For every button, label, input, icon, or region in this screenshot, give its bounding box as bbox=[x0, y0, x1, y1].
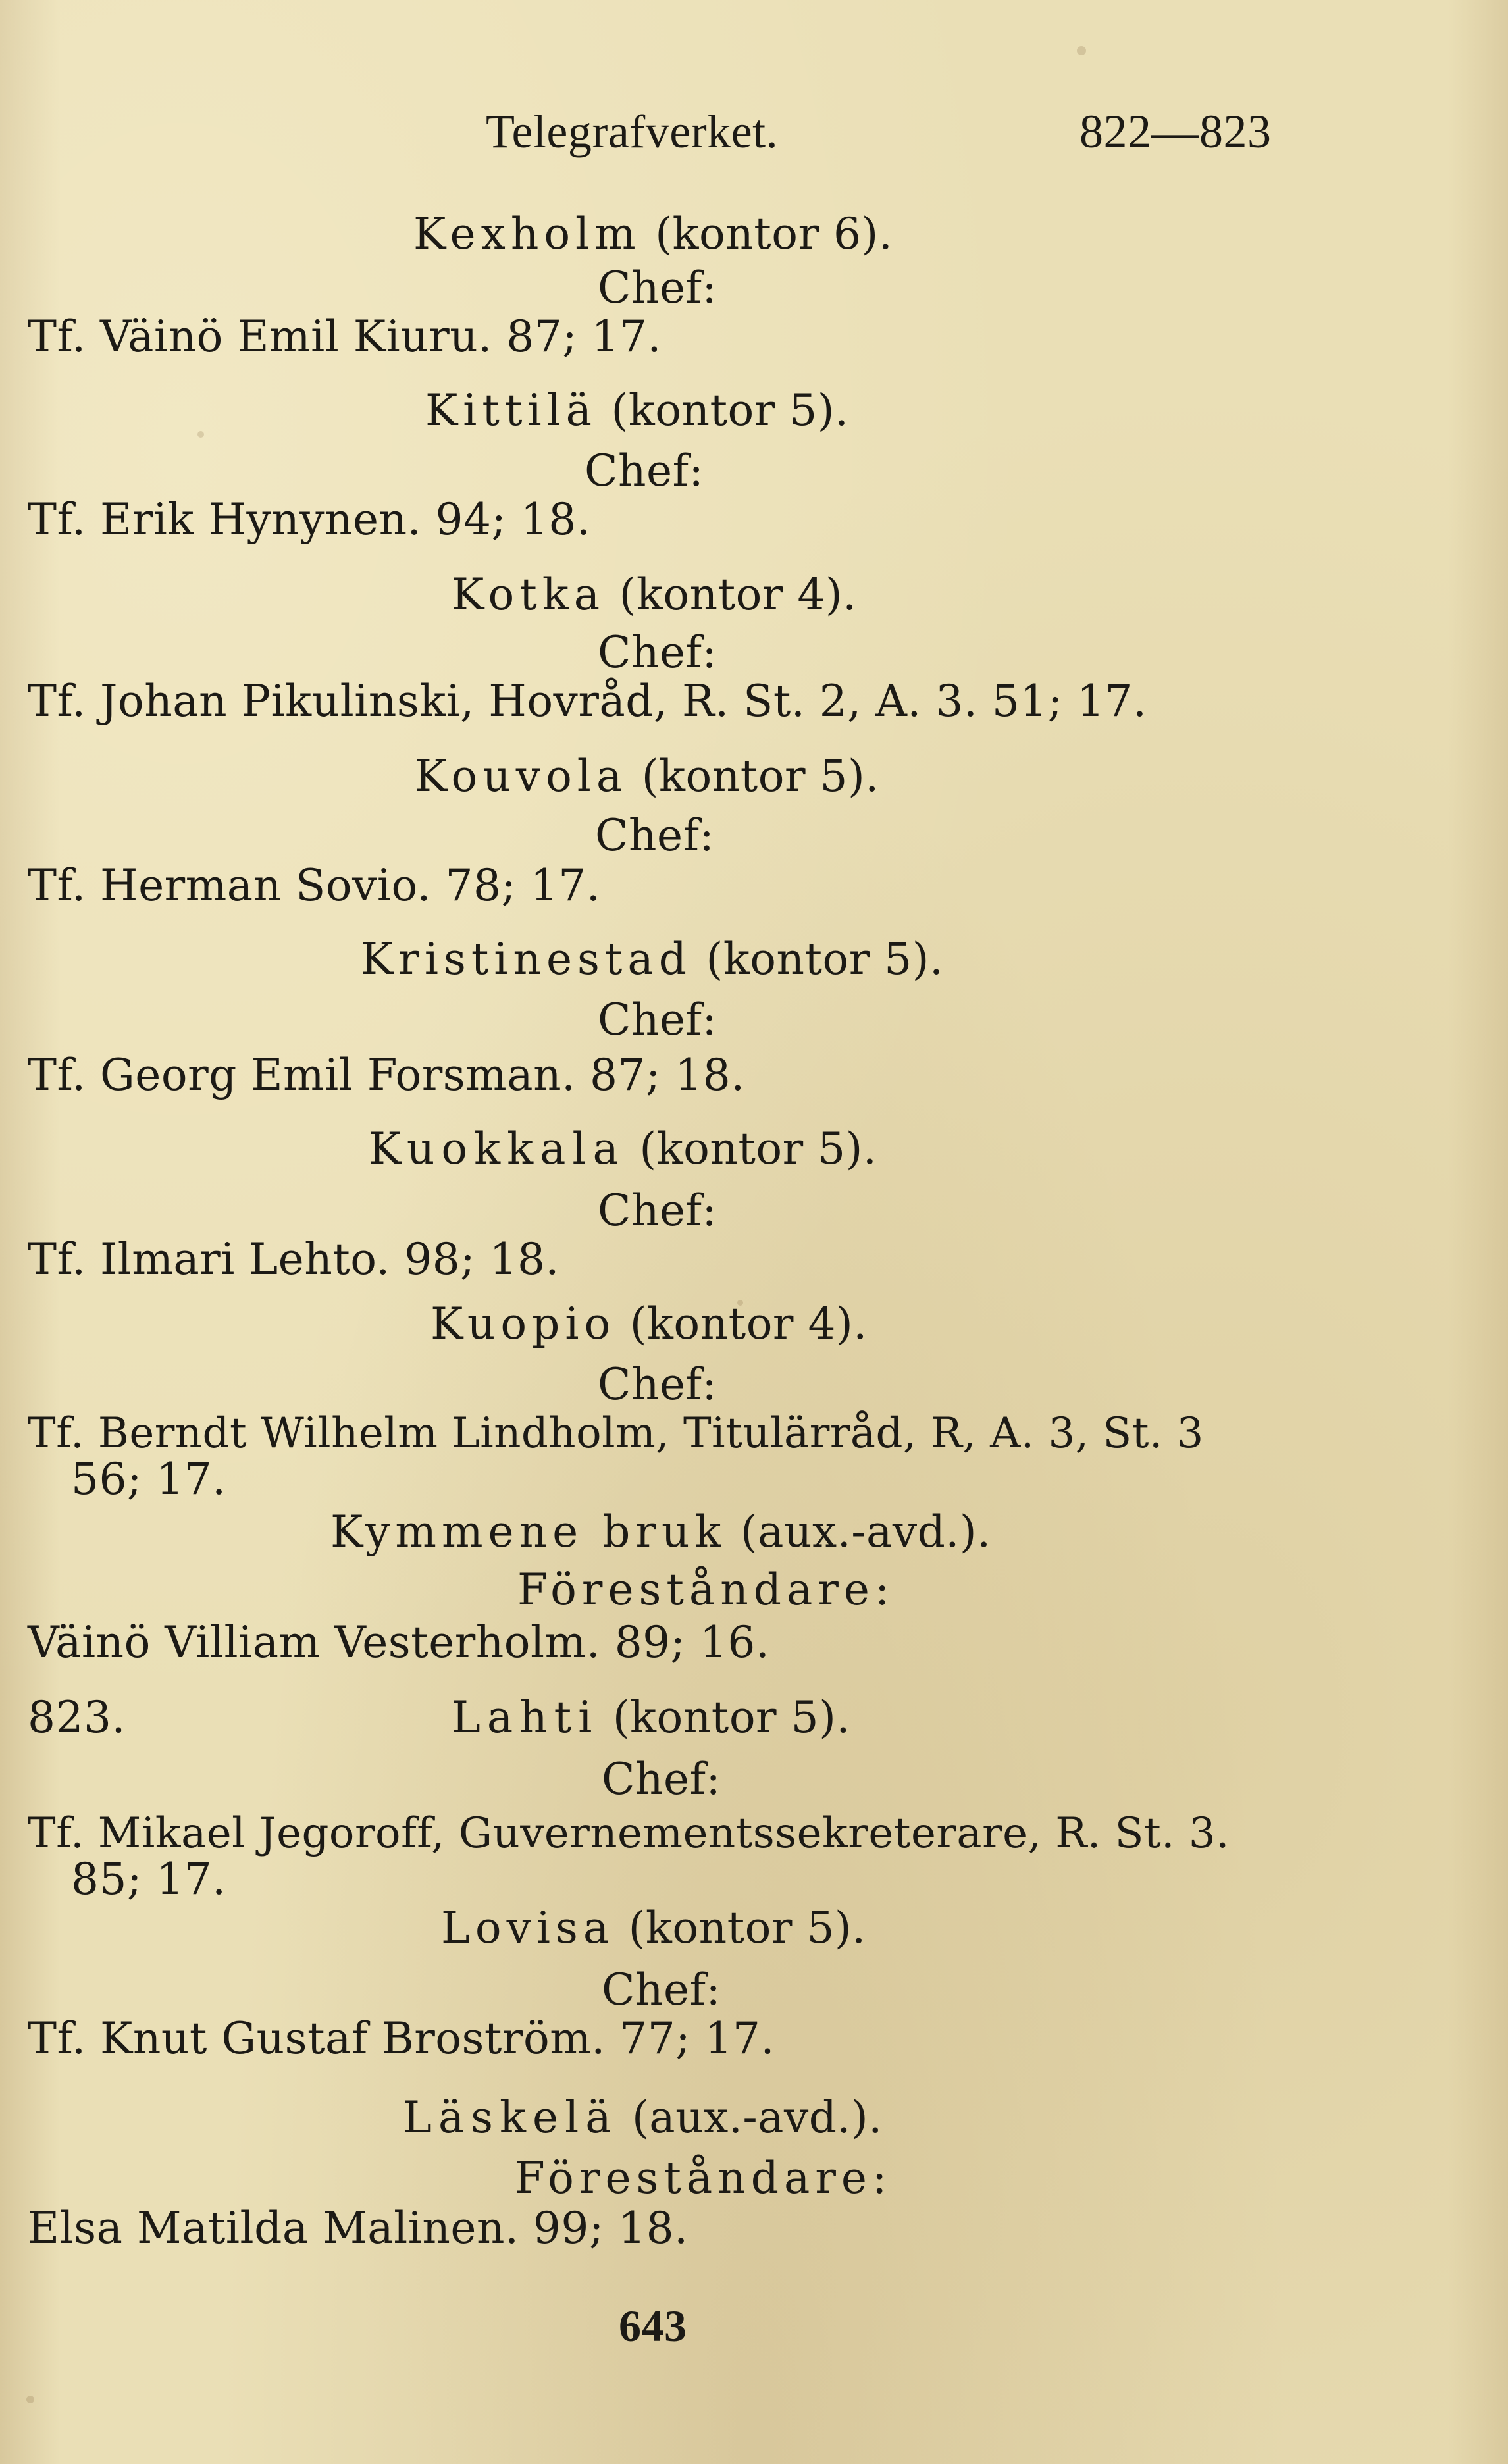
entry-kotka-office: Kotka (kontor 4). bbox=[452, 569, 857, 620]
entry-laskela-role: Föreståndare: bbox=[515, 2153, 893, 2203]
entry-kristinestad-office: Kristinestad (kontor 5). bbox=[361, 934, 944, 985]
entry-laskela-office: Läskelä (aux.-avd.). bbox=[403, 2092, 883, 2143]
paper-fleck bbox=[197, 431, 204, 438]
entry-kotka-role: Chef: bbox=[598, 627, 717, 678]
entry-kittila-person: Tf. Erik Hynynen. 94; 18. bbox=[28, 494, 591, 545]
entry-kittila-role: Chef: bbox=[585, 446, 704, 496]
entry-kotka-person: Tf. Johan Pikulinski, Hovråd, R. St. 2, A. 3. 51; 17. bbox=[28, 676, 1147, 727]
paper-fleck bbox=[1077, 46, 1086, 55]
entry-kuopio-role: Chef: bbox=[598, 1359, 717, 1410]
entry-kuokkala-role: Chef: bbox=[598, 1185, 717, 1236]
entry-kuopio-person-cont: 56; 17. bbox=[71, 1454, 226, 1504]
paper-fleck bbox=[26, 2396, 34, 2403]
entry-lovisa-role: Chef: bbox=[602, 1964, 721, 2015]
entry-lovisa-person: Tf. Knut Gustaf Broström. 77; 17. bbox=[28, 2013, 775, 2064]
running-header-page-range: 822—823 bbox=[1079, 105, 1272, 158]
entry-kittila-office: Kittilä (kontor 5). bbox=[425, 385, 849, 436]
entry-lahti-person: Tf. Mikael Jegoroff, Guvernementssekreterare, R. St. 3. bbox=[28, 1809, 1230, 1858]
entry-kouvola-person: Tf. Herman Sovio. 78; 17. bbox=[28, 860, 601, 911]
entry-kexholm-role: Chef: bbox=[598, 263, 717, 313]
entry-lahti-office: Lahti (kontor 5). bbox=[452, 1692, 850, 1743]
entry-kristinestad-role: Chef: bbox=[598, 994, 717, 1045]
entry-kymmene-role: Föreståndare: bbox=[517, 1564, 895, 1615]
page-number: 643 bbox=[619, 2301, 687, 2351]
entry-laskela-person: Elsa Matilda Malinen. 99; 18. bbox=[28, 2203, 689, 2253]
entry-lahti-margin-number: 823. bbox=[28, 1692, 126, 1743]
entry-kuokkala-office: Kuokkala (kontor 5). bbox=[369, 1123, 877, 1174]
entry-kouvola-role: Chef: bbox=[595, 810, 715, 861]
entry-lahti-person-cont: 85; 17. bbox=[71, 1854, 226, 1905]
entry-kuopio-office: Kuopio (kontor 4). bbox=[430, 1298, 868, 1349]
running-header-title: Telegrafverket. bbox=[486, 105, 779, 158]
entry-kouvola-office: Kouvola (kontor 5). bbox=[415, 751, 879, 802]
entry-kexholm-person: Tf. Väinö Emil Kiuru. 87; 17. bbox=[28, 311, 662, 362]
entry-kuokkala-person: Tf. Ilmari Lehto. 98; 18. bbox=[28, 1234, 559, 1285]
entry-kristinestad-person: Tf. Georg Emil Forsman. 87; 18. bbox=[28, 1050, 745, 1100]
entry-lahti-role: Chef: bbox=[602, 1754, 721, 1805]
entry-lovisa-office: Lovisa (kontor 5). bbox=[441, 1903, 866, 1953]
entry-kymmene-person: Väinö Villiam Vesterholm. 89; 16. bbox=[28, 1617, 770, 1668]
entry-kuopio-person: Tf. Berndt Wilhelm Lindholm, Titulärråd, R, A. 3, St. 3 bbox=[28, 1409, 1204, 1458]
entry-kexholm-office: Kexholm (kontor 6). bbox=[413, 209, 893, 259]
entry-kymmene-office: Kymmene bruk (aux.-avd.). bbox=[330, 1506, 991, 1557]
